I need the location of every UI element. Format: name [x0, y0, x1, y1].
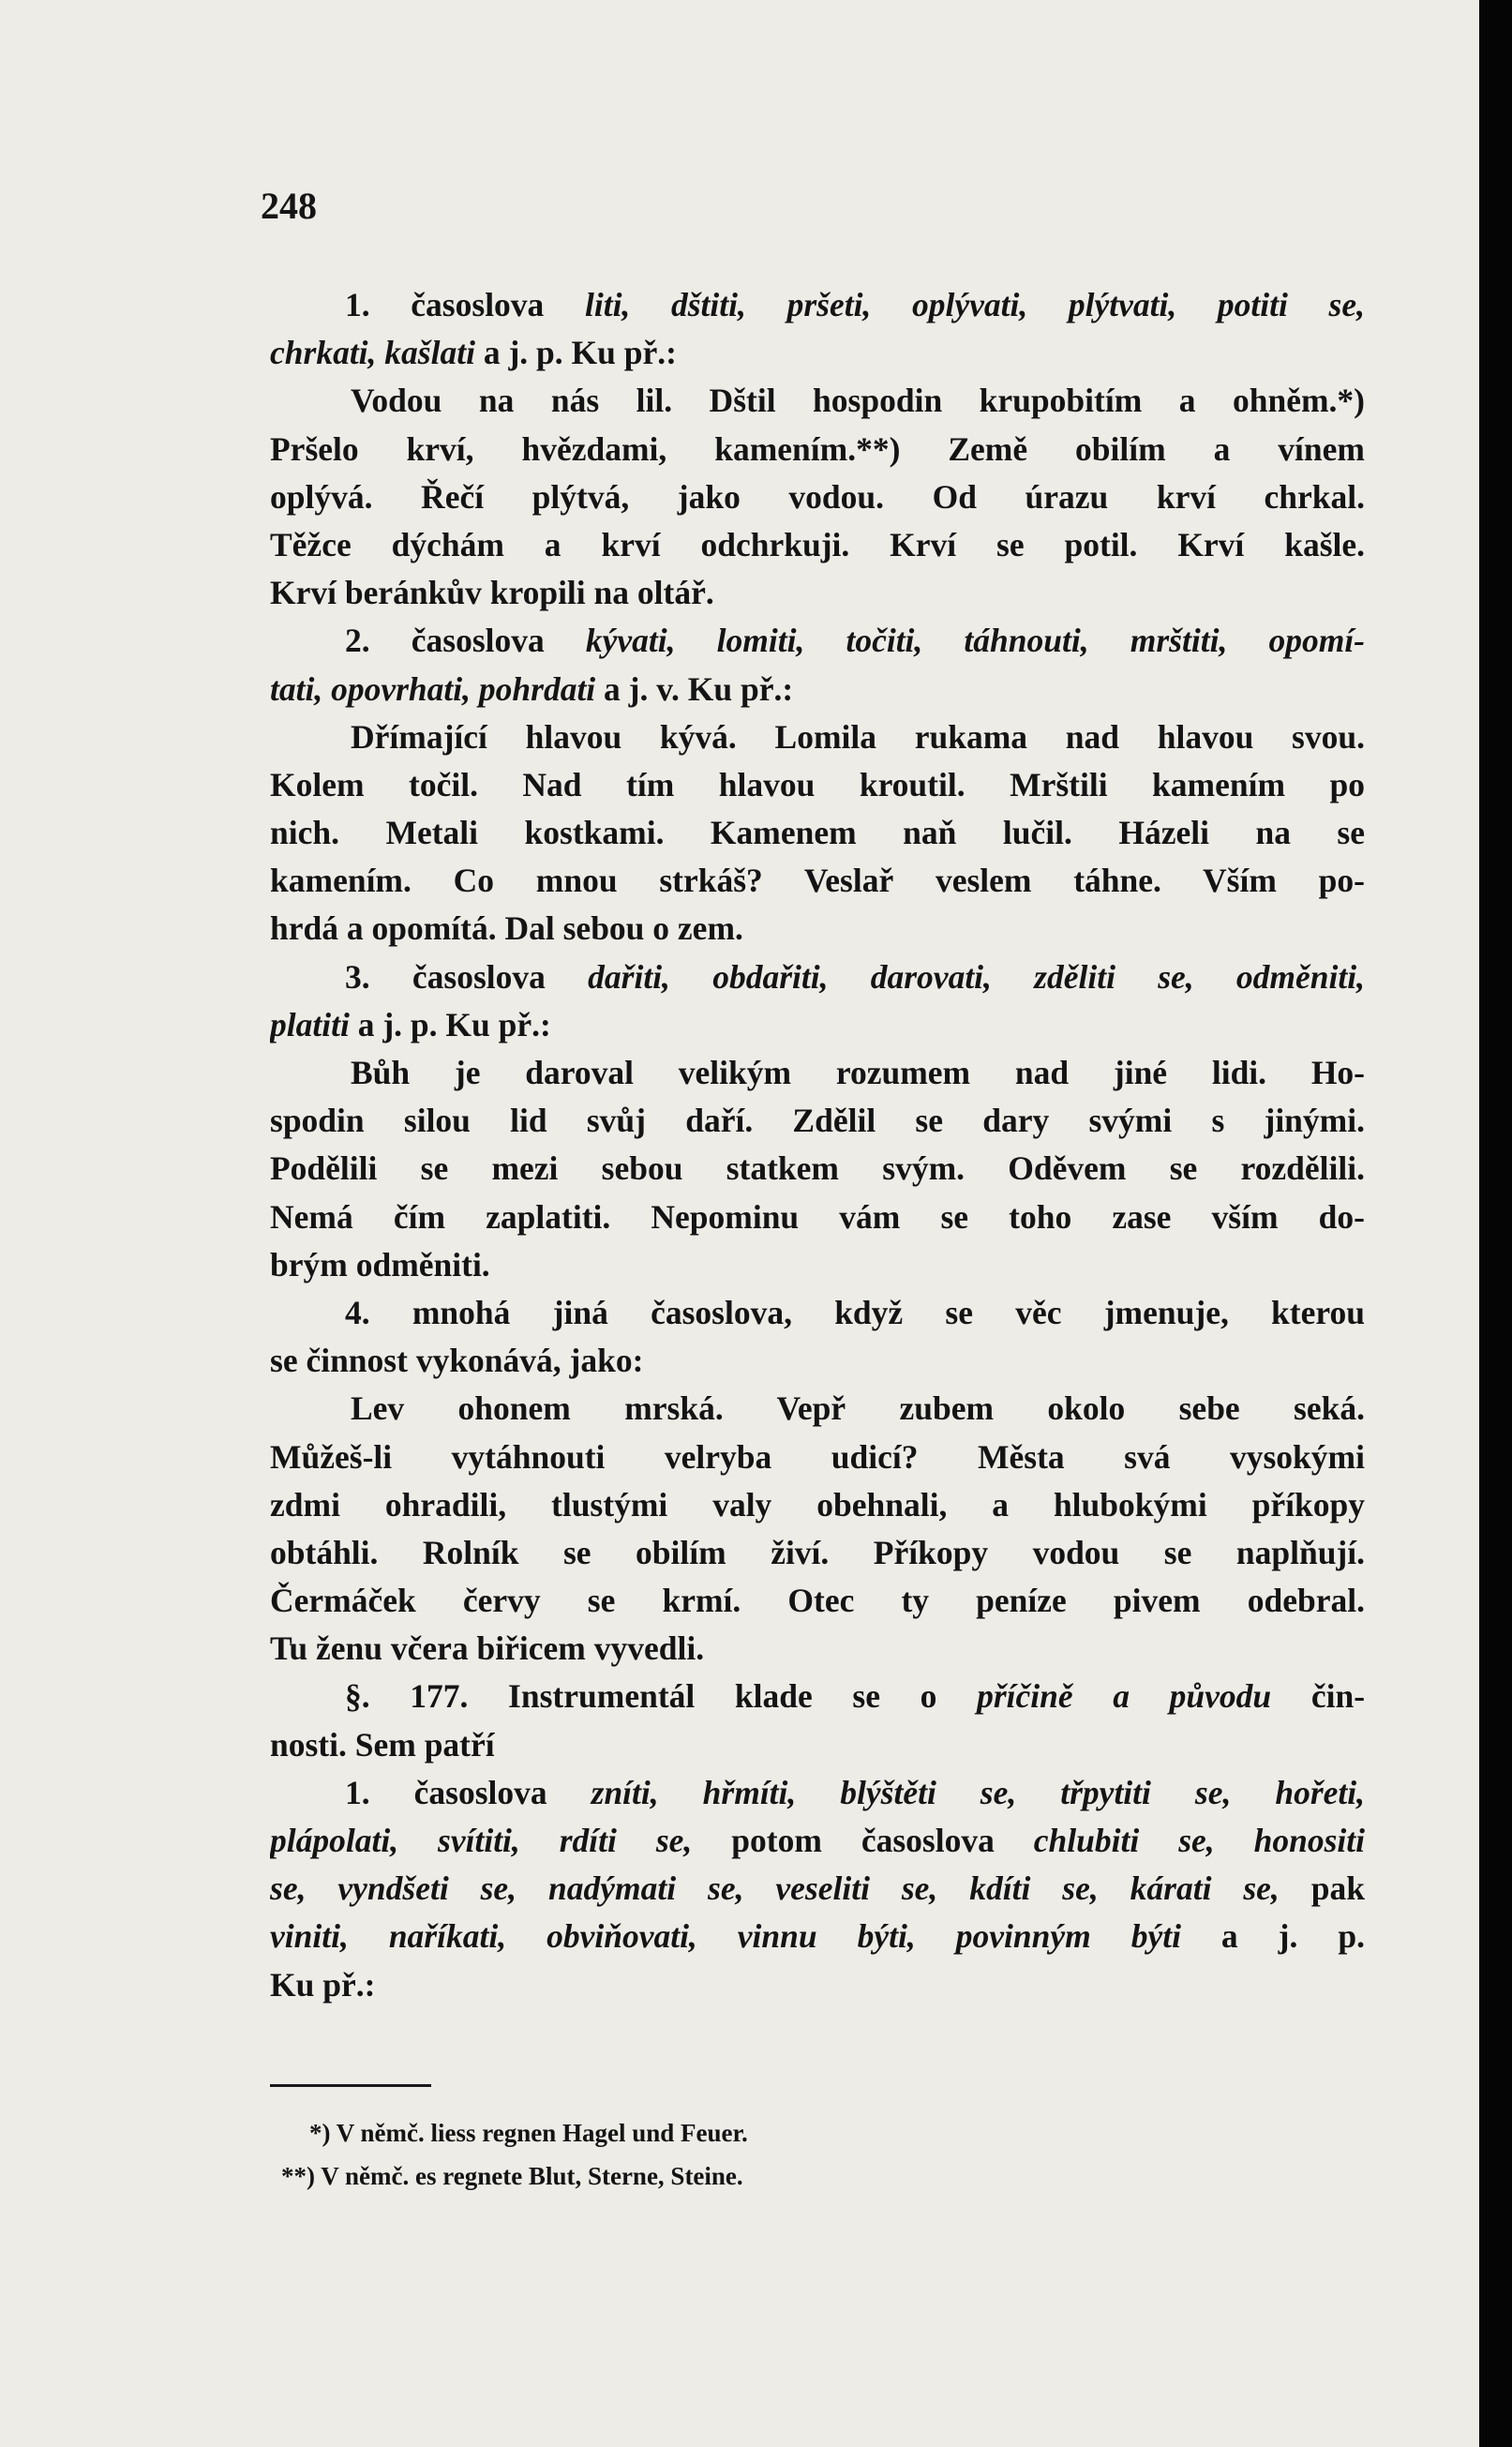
example-line: [270, 377, 1365, 425]
example-line: [270, 473, 1365, 521]
rule-line: [270, 1817, 1365, 1865]
italic-term: zníti, hřmíti, blýštěti se, třpytiti se, hořeti,: [591, 1773, 1365, 1811]
rule-text: a j. p.: [1180, 1917, 1365, 1956]
example-text: Vodou na nás lil. Dštil hospodin krupobitím a ohněm.*): [351, 382, 1365, 420]
rule-text: a j. v. Ku př.:: [595, 669, 794, 708]
example-text: oplývá. Řečí plýtvá, jako vodou. Od úrazu krví chrkal.: [270, 477, 1365, 516]
example-line: [270, 761, 1365, 809]
example-text: Kolem točil. Nad tím hlavou kroutil. Mrštili kamením po: [270, 765, 1365, 803]
example-line: [270, 1241, 1365, 1289]
example-text: obtáhli. Rolník se obilím živí. Příkopy vodou se naplňují.: [270, 1533, 1365, 1571]
example-text: Pršelo krví, hvězdami, kamením.**) Země obilím a vínem: [270, 429, 1365, 468]
example-line: [270, 1529, 1365, 1577]
italic-term: dařiti, obdařiti, darovati, zděliti se, odměniti,: [588, 957, 1365, 996]
rule-line: [270, 1721, 1365, 1769]
page-number: 248: [261, 185, 317, 227]
example-line: [270, 1049, 1365, 1097]
example-line: [270, 1434, 1365, 1481]
rule-text: a j. p. Ku př.:: [349, 1005, 551, 1043]
footnote-rule: [270, 2084, 431, 2087]
footnote-2: **) V němč. es regnete Blut, Sterne, Steine.: [281, 2162, 743, 2190]
rule-line: [270, 953, 1365, 1001]
rule-line: [270, 666, 1365, 713]
example-line: [270, 1625, 1365, 1673]
rule-text: potom časoslova: [692, 1822, 1034, 1859]
italic-term: platiti: [270, 1005, 350, 1043]
example-text: zdmi ohradili, tlustými valy obehnali, a hlubokými příkopy: [270, 1485, 1365, 1524]
italic-term: liti, dštiti, pršeti, oplývati, plýtvati, potiti se,: [584, 286, 1365, 323]
example-line: [270, 809, 1365, 857]
italic-term: plápolati, svítiti, rdíti se,: [270, 1822, 693, 1859]
example-line: [270, 1145, 1365, 1193]
example-text: spodin silou lid svůj daří. Zdělil se dary svými s jinými.: [270, 1102, 1365, 1140]
rule-line: [270, 329, 1365, 377]
example-line: [270, 1577, 1365, 1625]
rule-text: nosti. Sem patří: [270, 1725, 495, 1764]
example-text: Dřímající hlavou kývá. Lomila rukama nad hlavou svou.: [351, 717, 1365, 756]
rule-text: pak: [1279, 1869, 1365, 1908]
rule-text: 3. časoslova: [345, 957, 589, 996]
rule-line: [270, 1769, 1365, 1817]
body-text: [270, 281, 1365, 2009]
italic-term: tati, opovrhati, pohrdati: [270, 669, 596, 708]
footnotes: [281, 2111, 748, 2198]
example-line: [270, 905, 1365, 953]
example-line: [270, 569, 1365, 617]
example-text: Lev ohonem mrská. Vepř zubem okolo sebe seká.: [351, 1389, 1365, 1428]
example-line: [270, 521, 1365, 569]
italic-term: viniti, naříkati, obviňovati, vinnu býti, povinným býti: [270, 1917, 1181, 1956]
rule-line: [270, 1913, 1365, 1960]
example-text: Tu ženu včera biřicem vyvedli.: [270, 1629, 705, 1668]
rule-text: 1. časoslova: [345, 286, 585, 323]
footnote-1: *) V němč. liess regnen Hagel und Feuer.: [309, 2119, 748, 2147]
rule-text: a j. p. Ku př.:: [474, 334, 677, 372]
italic-term: se, vyndšeti se, nadýmati se, veseliti se, kdíti se, kárati se,: [270, 1869, 1280, 1908]
example-text: Můžeš-li vytáhnouti velryba udicí? Města svá vysokými: [270, 1437, 1365, 1476]
example-text: Bůh je daroval velikým rozumem nad jiné lidi. Ho-: [351, 1054, 1365, 1091]
rule-line: [270, 1001, 1365, 1049]
rule-text: Ku př.:: [270, 1965, 376, 2004]
rule-text: se činnost vykonává, jako:: [270, 1342, 644, 1380]
rule-text: 2. časoslova: [345, 622, 586, 660]
example-text: nich. Metali kostkami. Kamenem naň lučil. Házeli na se: [270, 814, 1365, 852]
rule-line: [270, 281, 1365, 329]
rule-text: §. 177. Instrumentál klade se o: [345, 1677, 978, 1716]
italic-term: kývati, lomiti, točiti, táhnouti, mrštiti, opomí-: [585, 622, 1365, 660]
example-line: [270, 1193, 1365, 1241]
example-text: Těžce dýchám a krví odchrkuji. Krví se potil. Krví kašle.: [270, 525, 1365, 563]
example-text: brým odměniti.: [270, 1245, 490, 1284]
rule-line: [270, 1673, 1365, 1720]
example-text: kamením. Co mnou strkáš? Veslař veslem táhne. Vším po-: [270, 862, 1365, 900]
rule-line: [270, 1865, 1365, 1913]
rule-line: [270, 1289, 1365, 1337]
example-text: Krví beránkův kropili na oltář.: [270, 574, 714, 612]
example-text: Podělili se mezi sebou statkem svým. Oděvem se rozdělili.: [270, 1149, 1365, 1188]
scan-edge: [1479, 0, 1512, 2447]
rule-line: [270, 1961, 1365, 2009]
example-line: [270, 1097, 1365, 1145]
example-line: [270, 857, 1365, 905]
italic-term: chrkati, kašlati: [270, 334, 475, 372]
example-line: [270, 1481, 1365, 1529]
rule-text: 1. časoslova: [345, 1773, 591, 1811]
example-line: [270, 713, 1365, 761]
rule-line: [270, 617, 1365, 665]
example-line: [270, 1385, 1365, 1433]
italic-term: chlubiti se, honositi: [1033, 1822, 1365, 1859]
rule-text: čin-: [1271, 1677, 1365, 1716]
italic-term: příčině a původu: [977, 1677, 1272, 1716]
example-text: hrdá a opomítá. Dal sebou o zem.: [270, 909, 743, 948]
example-line: [270, 426, 1365, 473]
example-text: Nemá čím zaplatiti. Nepominu vám se toho zase vším do-: [270, 1197, 1365, 1236]
rule-text: 4. mnohá jiná časoslova, když se věc jmenuje, kterou: [345, 1293, 1365, 1331]
example-text: Čermáček červy se krmí. Otec ty peníze pivem odebral.: [270, 1582, 1365, 1620]
rule-line: [270, 1337, 1365, 1385]
